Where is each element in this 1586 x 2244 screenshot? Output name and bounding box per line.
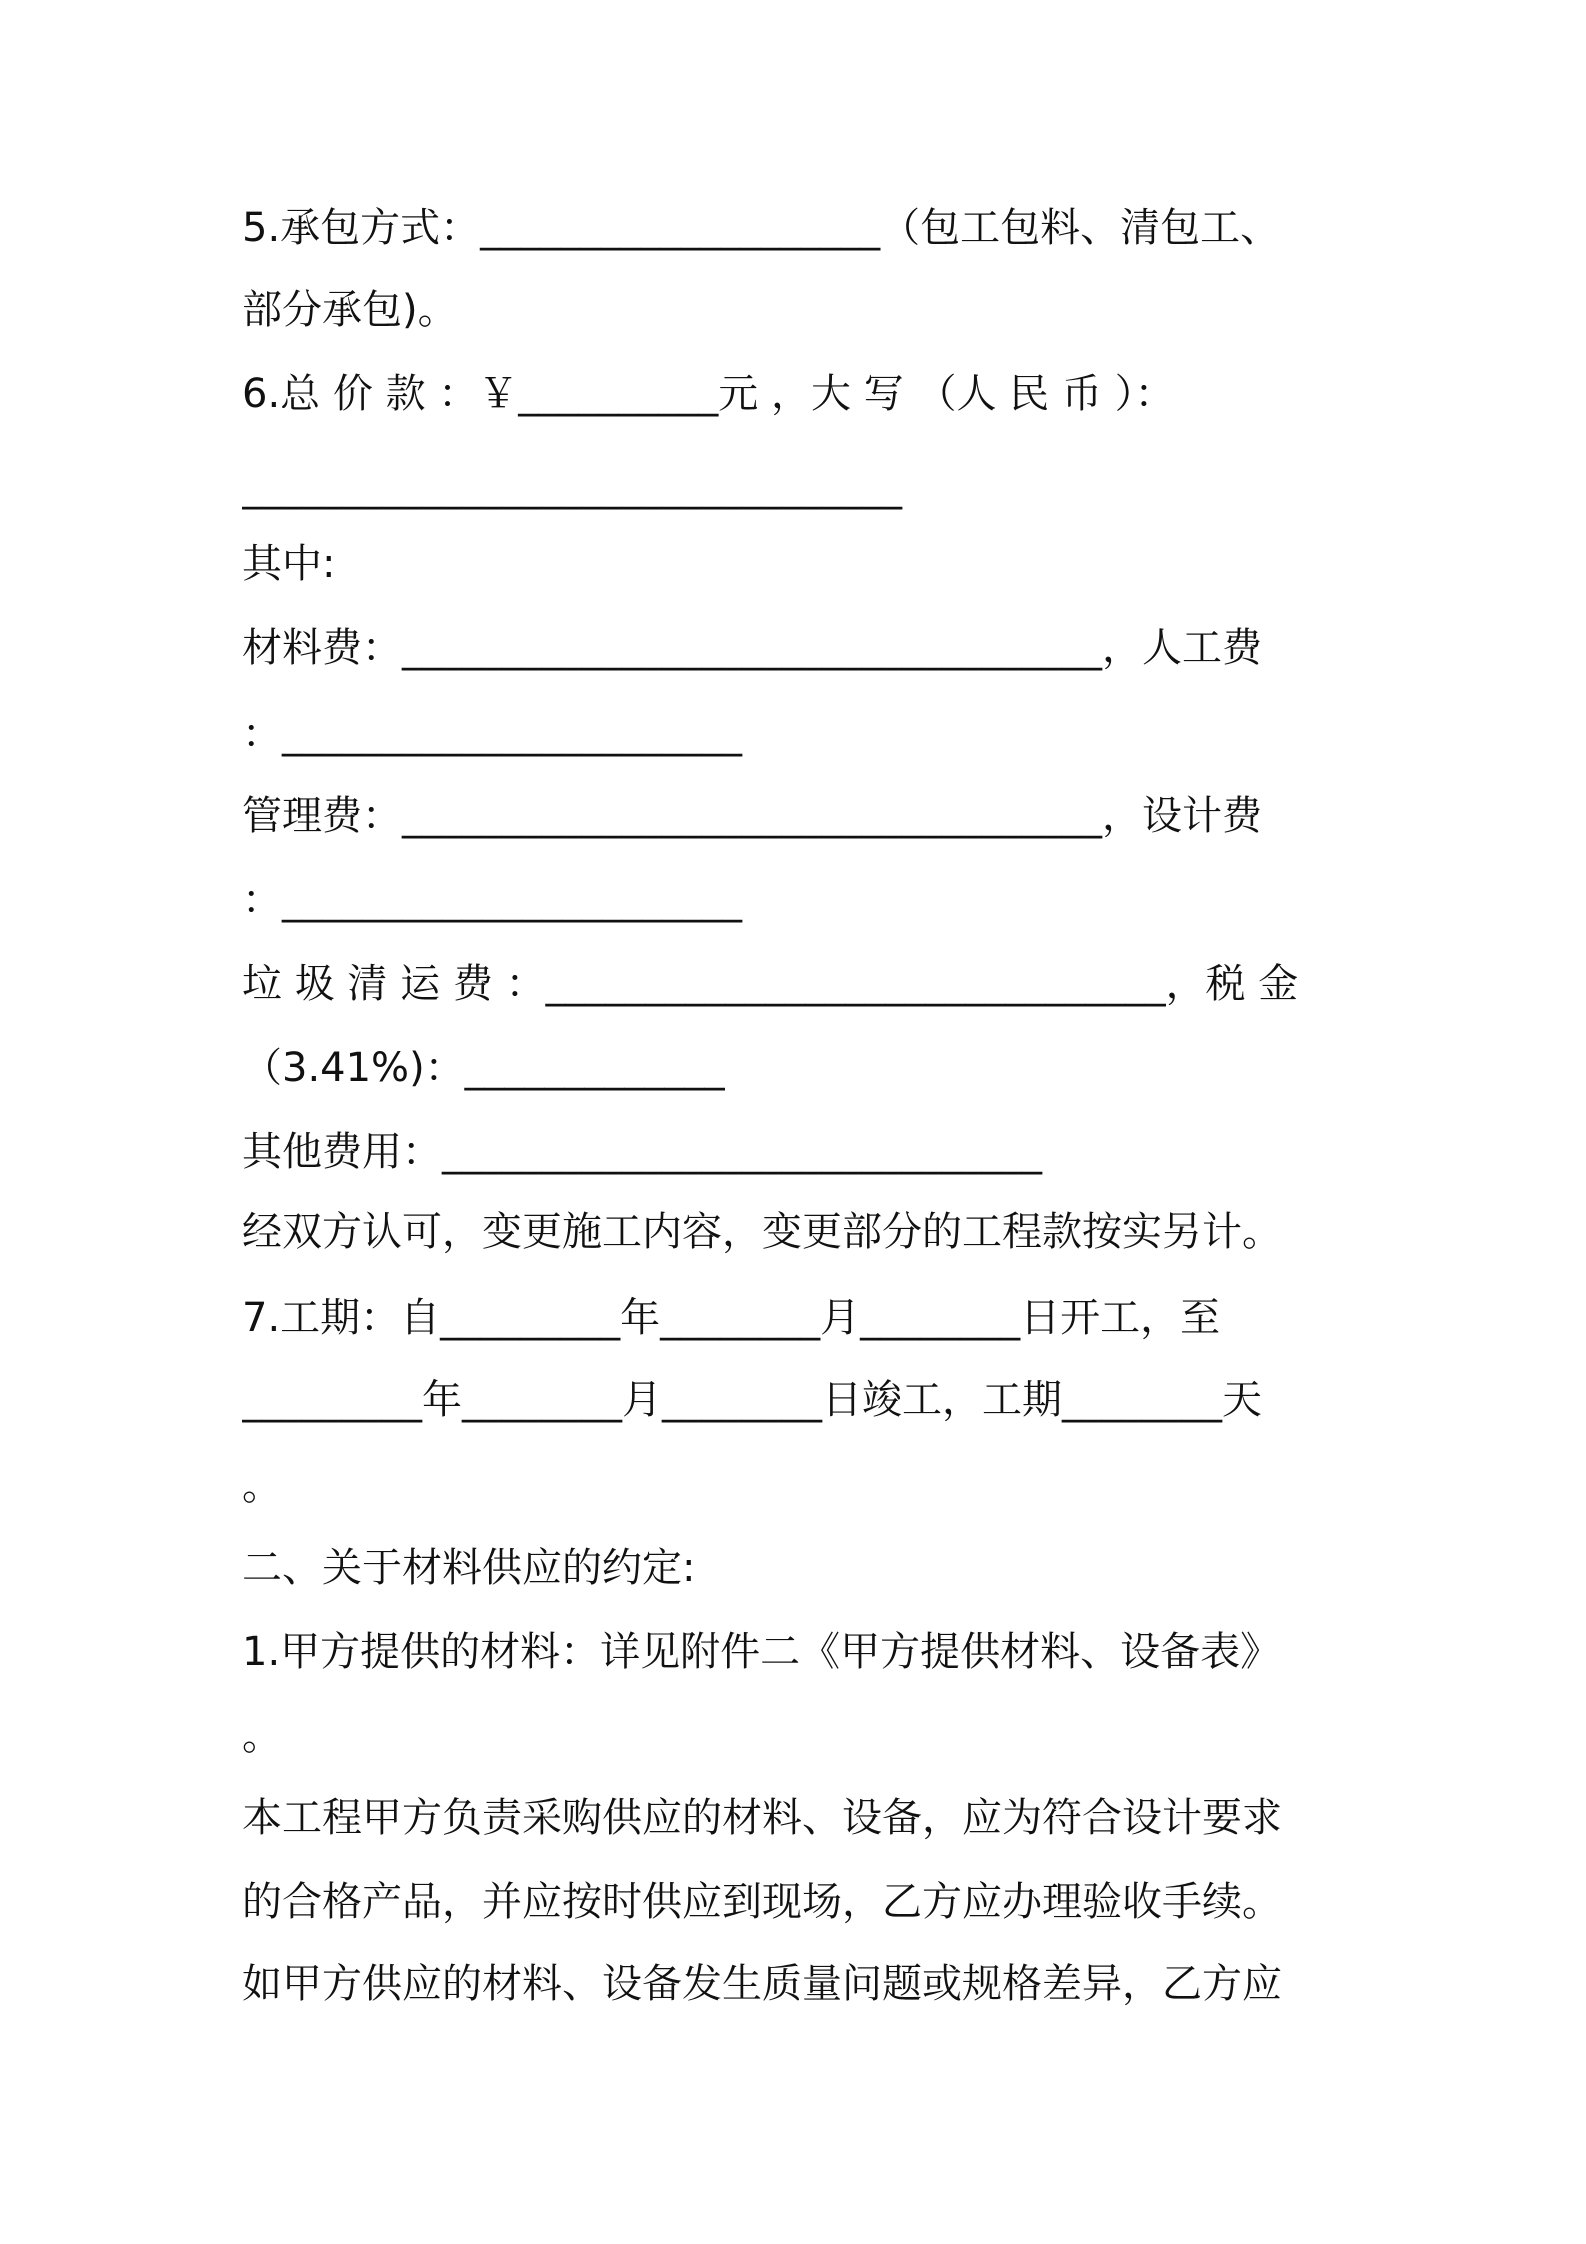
text-line-among-which: 其中:	[242, 541, 336, 587]
section-heading-materials: 二、关于材料供应的约定:	[242, 1545, 696, 1591]
text-line-garbage-fee: 垃 圾 清 运 费 ：_______________________________，税 金	[242, 961, 1299, 1007]
text-line-total-price-blank: _________________________________	[242, 464, 902, 510]
text-line-contract-method-cont: 部分承包)。	[242, 287, 458, 333]
text-line-period-mark-2: 。	[242, 1713, 282, 1759]
text-line-quality-issue: 如甲方供应的材料、设备发生质量问题或规格差异，乙方应	[242, 1961, 1282, 2007]
text-line-procurement: 本工程甲方负责采购供应的材料、设备，应为符合设计要求	[242, 1795, 1282, 1841]
text-line-party-a-materials: 1.甲方提供的材料：详见附件二《甲方提供材料、设备表》	[242, 1629, 1281, 1675]
text-line-schedule-end: _________年________月________日竣工，工期________天	[242, 1377, 1262, 1423]
text-line-contract-method: 5.承包方式：____________________（包工包料、清包工、	[242, 205, 1281, 251]
text-line-tax-rate: （3.41%)：_____________	[242, 1045, 725, 1091]
text-line-schedule-start: 7.工期：自_________年________月________日开工，至	[242, 1295, 1221, 1341]
text-line-other-fees: 其他费用：______________________________	[242, 1129, 1042, 1175]
text-line-labor-fee-blank: ：_______________________	[242, 711, 742, 757]
text-line-period-mark: 。	[242, 1463, 282, 1509]
text-line-design-fee-blank: ：_______________________	[242, 877, 742, 923]
text-line-total-price: 6.总 价 款 ：￥__________元 ，大 写 （人 民 币 ）：	[242, 371, 1175, 417]
text-line-change-clause: 经双方认可，变更施工内容，变更部分的工程款按实另计。	[242, 1209, 1282, 1255]
text-line-management-fee: 管理费：___________________________________，设计费	[242, 793, 1262, 839]
text-line-qualified-products: 的合格产品，并应按时供应到现场，乙方应办理验收手续。	[242, 1879, 1282, 1925]
text-line-material-fee: 材料费：___________________________________，人工费	[242, 625, 1262, 671]
